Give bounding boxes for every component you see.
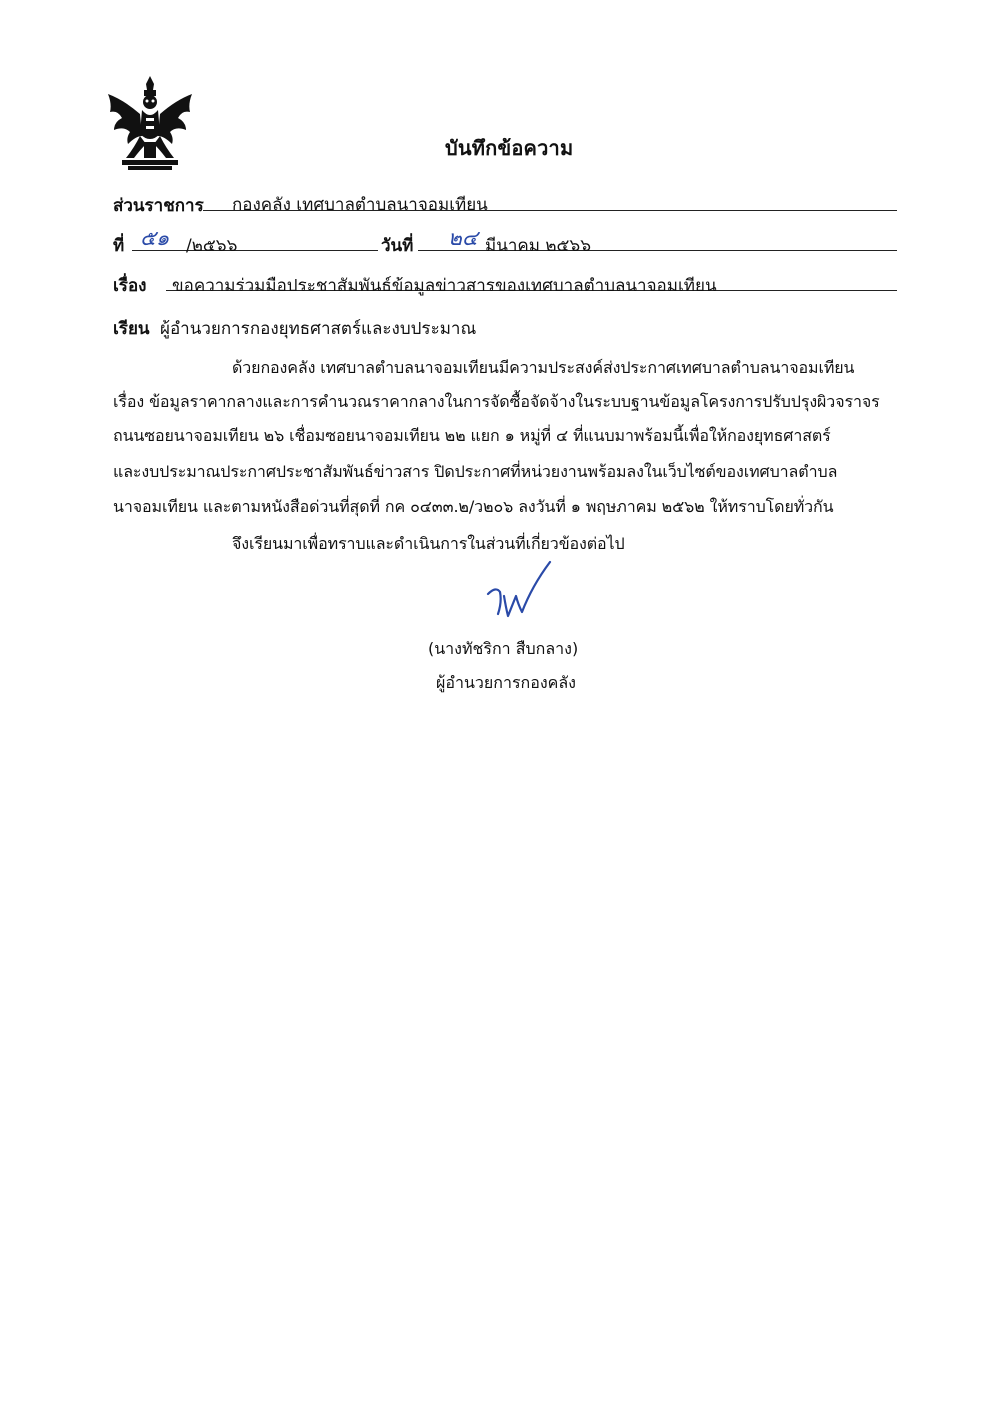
memo-title: บันทึกข้อความ [445,136,574,160]
closing-line: จึงเรียนมาเพื่อทราบและดำเนินการในส่วนที่เกี่ยวข้องต่อไป [232,534,625,553]
date-month-year: มีนาคม ๒๕๖๖ [485,236,592,256]
date-label: วันที่ [381,236,414,256]
signature-icon [478,556,558,626]
section-label: ส่วนราชการ [113,196,204,216]
doc-no-handwritten: ๕๑ [140,226,170,250]
date-day-handwritten: ๒๔ [448,226,478,250]
signatory-name: (นางทัชริกา สืบกลาง) [428,639,579,658]
body-line-4: และงบประมาณประกาศประชาสัมพันธ์ข่าวสาร ปิดประกาศที่หน่วยงานพร้อมลงในเว็บไซต์ของเทศบาลตำบล [113,462,838,481]
recipient-label: เรียน [113,319,150,339]
body-line-5: นาจอมเทียน และตามหนังสือด่วนที่สุดที่ กค ๐๔๓๓.๒/ว๒๐๖ ลงวันที่ ๑ พฤษภาคม ๒๕๖๒ ให้ทราบโดยทั่วกัน [113,497,834,516]
body-line-2: เรื่อง ข้อมูลราคากลางและการคำนวณราคากลางในการจัดซื้อจัดจ้างในระบบฐานข้อมูลโครงการปรับปรุงผิวจราจร [113,392,880,411]
subject-label: เรื่อง [113,276,147,296]
body-line-3: ถนนซอยนาจอมเทียน ๒๖ เชื่อมซอยนาจอมเทียน ๒๒ แยก ๑ หมู่ที่ ๔ ที่แนบมาพร้อมนี้เพื่อให้กองยุทธศาสตร์ [113,426,831,445]
doc-no-label: ที่ [113,236,125,256]
doc-no-suffix: /๒๕๖๖ [186,236,238,256]
subject-value: ขอความร่วมมือประชาสัมพันธ์ข้อมูลข่าวสารของเทศบาลตำบลนาจอมเทียน [172,276,717,296]
section-value: กองคลัง เทศบาลตำบลนาจอมเทียน [232,195,488,215]
signatory-position: ผู้อำนวยการกองคลัง [436,673,576,692]
garuda-emblem-icon [104,74,196,174]
body-line-1: ด้วยกองคลัง เทศบาลตำบลนาจอมเทียนมีความประสงค์ส่งประกาศเทศบาลตำบลนาจอมเทียน [232,358,855,377]
recipient-value: ผู้อำนวยการกองยุทธศาสตร์และงบประมาณ [160,319,477,339]
